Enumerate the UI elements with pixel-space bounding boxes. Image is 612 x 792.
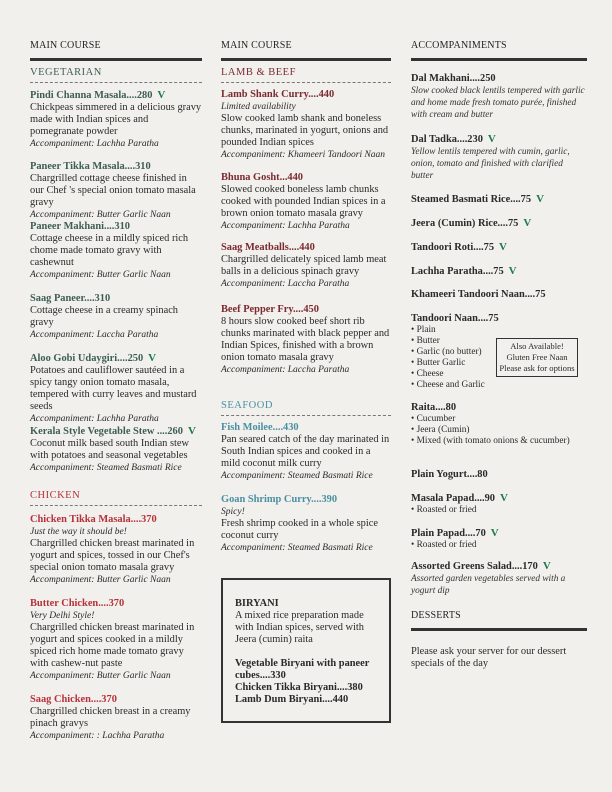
item-description: Chargrilled chicken breast marinated in yogurt and spices cooked in a mildly spiced rich home made tomato gravy with cashew-nut paste <box>30 622 195 669</box>
item-name-price: Lachha Paratha....75 <box>411 266 504 277</box>
section-header-accompaniments: ACCOMPANIMENTS <box>411 40 587 61</box>
item-accompaniment: Accompaniment: Steamed Basmati Rice <box>221 543 373 553</box>
item-description: Yellow lentils tempered with cumin, garlic, onion, tomato and finished with clarified butter <box>411 147 570 181</box>
column-accompaniments <box>411 0 587 792</box>
note-line: Gluten Free Naan <box>506 352 568 362</box>
item-title <box>221 172 391 184</box>
item-accompaniment: Accompaniment: Steamed Basmati Rice <box>30 463 182 473</box>
section-header-main-course: MAIN COURSE <box>221 40 391 61</box>
menu-item-kerala-style-vegetable-stew <box>30 425 202 474</box>
item-accompaniment: Accompaniment: Steamed Basmati Rice <box>221 471 373 481</box>
item-description: Pan seared catch of the day marinated in South Indian spices and cooked in a mild coconut milk curry <box>221 434 390 469</box>
menu-item-dal-tadka <box>411 133 587 182</box>
item-name-price: Tandoori Naan....75 <box>411 313 499 324</box>
subsection-header-seafood: SEAFOOD <box>221 399 391 416</box>
item-description: Chargrilled chicken breast marinated in yogurt and spices, tossed in our Chef's special onion tomato masala gravy <box>30 538 195 573</box>
item-options <box>411 540 587 551</box>
item-tagline: Spicy! <box>221 507 245 517</box>
item-title <box>411 265 587 278</box>
item-accompaniment: Accompaniment: Khameeri Tandoori Naan <box>221 150 386 160</box>
item-title <box>30 598 202 610</box>
item-name-price: Assorted Greens Salad....170 <box>411 561 538 572</box>
item-title <box>30 161 202 173</box>
item-name-price: Tandoori Roti....75 <box>411 242 495 253</box>
vegetarian-icon: V <box>187 425 196 437</box>
item-option: • Jeera (Cumin) <box>411 425 587 436</box>
item-name-price: Masala Papad....90 <box>411 493 495 504</box>
item-accompaniment: Accompaniment: Butter Garlic Naan <box>30 575 171 585</box>
item-name-price: Aloo Gobi Udaygiri....250 <box>30 353 144 364</box>
item-accompaniment: Accompaniment: : Lachha Paratha <box>30 731 165 741</box>
item-tagline: Just the way it should be! <box>30 527 127 537</box>
item-name-price: Khameeri Tandoori Naan....75 <box>411 289 546 300</box>
vegetarian-icon: V <box>148 352 157 364</box>
biryani-item: Vegetable Biryani with paneer cubes....330 <box>235 658 370 681</box>
menu-item-masala-papad <box>411 492 587 516</box>
item-accompaniment: Accompaniment: Lachha Paratha <box>30 139 159 149</box>
menu-item-lachha-paratha <box>411 265 587 278</box>
vegetarian-icon: V <box>157 89 166 101</box>
item-title <box>30 293 202 305</box>
menu-item-dal-makhani <box>411 73 587 121</box>
item-description: Assorted garden vegetables served with a yogurt dip <box>411 574 566 596</box>
item-title <box>221 494 391 506</box>
menu-item-plain-papad <box>411 527 587 551</box>
menu-item-tandoori-roti <box>411 241 587 254</box>
item-option: • Cucumber <box>411 414 587 425</box>
menu-item-saag-chicken <box>30 694 202 742</box>
menu-item-jeera-cumin-rice <box>411 217 587 230</box>
item-name-price: Saag Paneer....310 <box>30 293 111 304</box>
item-name-price: Paneer Makhani....310 <box>30 221 130 232</box>
item-option: • Roasted or fried <box>411 505 587 516</box>
item-option: • Butter <box>411 336 587 347</box>
item-title <box>411 560 587 573</box>
menu-item-saag-meatballs <box>221 242 391 290</box>
item-description: Slow cooked black lentils tempered with garlic and home made fresh tomato purée, finished with cream and butter <box>411 86 585 120</box>
menu-item-tandoori-naan <box>411 313 587 391</box>
item-name-price: Saag Chicken....370 <box>30 694 117 705</box>
item-name-price: Kerala Style Vegetable Stew ....260 <box>30 426 183 437</box>
vegetarian-icon: V <box>536 193 545 205</box>
item-name-price: Raita....80 <box>411 402 457 413</box>
menu-item-bhuna-gosht <box>221 172 391 232</box>
subsection-header-vegetarian: VEGETARIAN <box>30 66 202 83</box>
item-title <box>221 422 391 434</box>
item-title <box>411 73 587 85</box>
item-title <box>411 193 587 206</box>
item-description: Slow cooked lamb shank and boneless chunks, marinated in yogurt, onions and pounded Indian spices <box>221 113 389 148</box>
note-line: Please ask for options <box>499 363 575 373</box>
item-description: Coconut milk based south Indian stew with potatoes and seasonal vegetables <box>30 438 190 461</box>
subsection-header-lamb-beef: LAMB & BEEF <box>221 66 391 83</box>
gluten-free-note-box <box>496 338 578 377</box>
item-title <box>30 425 202 438</box>
menu-item-butter-chicken <box>30 598 202 682</box>
vegetarian-icon: V <box>500 492 508 504</box>
section-header-desserts: DESSERTS <box>411 610 587 631</box>
item-option: • Cheese <box>411 369 587 380</box>
item-title <box>411 133 587 146</box>
item-title <box>30 89 202 102</box>
item-name-price: Plain Papad....70 <box>411 528 486 539</box>
item-name-price: Dal Makhani....250 <box>411 73 496 84</box>
item-option: • Garlic (no butter) <box>411 347 587 358</box>
item-accompaniment: Accompaniment: Laccha Paratha <box>221 365 350 375</box>
item-description: Slowed cooked boneless lamb chunks cooked with pounded Indian spices in a brown onion tomato masala gravy <box>221 184 386 219</box>
item-option: • Plain <box>411 325 587 336</box>
subsection-header-chicken: CHICKEN <box>30 489 202 506</box>
item-name-price: Fish Moilee....430 <box>221 422 299 433</box>
menu-item-beef-pepper-fry <box>221 304 391 376</box>
item-description: Chargrilled cottage cheese finished in our Chef 's special onion tomato masala gravy <box>30 173 196 208</box>
item-title <box>30 694 202 706</box>
item-name-price: Pindi Channa Masala....280 <box>30 90 153 101</box>
item-option: • Roasted or fried <box>411 540 587 551</box>
item-title <box>30 514 202 526</box>
item-accompaniment: Accompaniment: Laccha Paratha <box>221 279 350 289</box>
menu-item-pindi-channa-masala <box>30 89 202 150</box>
menu-item-lamb-shank-curry <box>221 89 391 161</box>
item-title <box>411 492 587 505</box>
menu-item-aloo-gobi-udaygiri <box>30 352 202 425</box>
item-description: Potatoes and cauliflower sautéed in a spicy tangy onion tomato masala, tempered with curry leaves and mustard seeds <box>30 365 197 412</box>
vegetarian-icon: V <box>508 265 517 277</box>
item-title <box>411 469 587 481</box>
menu-item-paneer-tikka-masala <box>30 161 202 221</box>
item-accompaniment: Accompaniment: Butter Garlic Naan <box>30 671 171 681</box>
item-description: Chickpeas simmered in a delicious gravy made with Indian spices and pomegranate powder <box>30 102 202 137</box>
item-name-price: Beef Pepper Fry....450 <box>221 304 319 315</box>
menu-item-fish-moilee <box>221 422 391 482</box>
item-description: Chargrilled chicken breast in a creamy pinach gravys <box>30 706 191 729</box>
item-description: 8 hours slow cooked beef short rib chunks marinated with black pepper and Indian Spices, finished with a brown onion tomato masala gravy <box>221 316 390 363</box>
item-title <box>411 289 587 301</box>
item-title <box>411 241 587 254</box>
item-tagline: Limited availability <box>221 102 296 112</box>
item-name-price: Dal Tadka....230 <box>411 134 483 145</box>
vegetarian-icon: V <box>542 560 551 572</box>
vegetarian-icon: V <box>523 217 532 229</box>
item-name-price: Paneer Tikka Masala....310 <box>30 161 151 172</box>
item-option: • Mixed (with tomato onions & cucumber) <box>411 436 587 447</box>
item-accompaniment: Accompaniment: Butter Garlic Naan <box>30 270 171 280</box>
item-title <box>411 402 587 414</box>
item-name-price: Plain Yogurt....80 <box>411 469 488 480</box>
vegetarian-icon: V <box>487 133 496 145</box>
biryani-title: BIRYANI <box>235 598 279 609</box>
item-description: Fresh shrimp cooked in a whole spice coconut curry <box>221 518 378 541</box>
biryani-item: Lamb Dum Biryani....440 <box>235 694 349 705</box>
biryani-item: Chicken Tikka Biryani....380 <box>235 682 363 693</box>
vegetarian-icon: V <box>499 241 507 253</box>
menu-item-khameeri-tandoori-naan <box>411 289 587 301</box>
item-accompaniment: Accompaniment: Laccha Paratha <box>30 330 159 340</box>
note-line: Also Available! <box>510 341 564 351</box>
item-name-price: Steamed Basmati Rice....75 <box>411 194 532 205</box>
biryani-box <box>221 578 391 723</box>
menu-item-plain-yogurt <box>411 469 587 481</box>
menu-item-saag-paneer <box>30 293 202 341</box>
item-option: • Butter Garlic <box>411 358 587 369</box>
biryani-description: A mixed rice preparation made with Indian spices, served with Jeera (cumin) raita <box>235 610 364 645</box>
menu-item-goan-shrimp-curry <box>221 494 391 554</box>
item-options <box>411 414 587 447</box>
menu-item-steamed-basmati-rice <box>411 193 587 206</box>
vegetarian-icon: V <box>490 527 499 539</box>
item-title <box>221 242 391 254</box>
item-name-price: Lamb Shank Curry....440 <box>221 89 335 100</box>
item-option: • Cheese and Garlic <box>411 380 587 391</box>
item-name-price: Chicken Tikka Masala....370 <box>30 514 157 525</box>
item-title <box>411 313 587 325</box>
menu-item-paneer-makhani <box>30 221 202 281</box>
menu-item-assorted-greens-salad <box>411 560 587 597</box>
item-title <box>411 527 587 540</box>
section-header-main-course: MAIN COURSE <box>30 40 202 61</box>
item-title <box>221 89 391 101</box>
item-title <box>411 217 587 230</box>
item-options <box>411 505 587 516</box>
menu-item-raita <box>411 402 587 447</box>
item-accompaniment: Accompaniment: Lachha Paratha <box>30 414 159 424</box>
item-name-price: Goan Shrimp Curry....390 <box>221 494 338 505</box>
item-tagline: Very Delhi Style! <box>30 611 95 621</box>
column-main-course-2 <box>221 0 391 792</box>
item-title <box>30 352 202 365</box>
item-name-price: Jeera (Cumin) Rice....75 <box>411 218 519 229</box>
dessert-note: Please ask your server for our dessert specials of the day <box>411 646 567 669</box>
item-name-price: Bhuna Gosht...440 <box>221 172 303 183</box>
item-name-price: Butter Chicken....370 <box>30 598 125 609</box>
item-description: Cottage cheese in a mildly spiced rich chome made tomato gravy with cashewnut <box>30 233 189 268</box>
item-description: Cottage cheese in a creamy spinach gravy <box>30 305 179 328</box>
item-accompaniment: Accompaniment: Butter Garlic Naan <box>30 210 171 220</box>
item-title <box>30 221 202 233</box>
column-main-course-1 <box>30 0 202 792</box>
item-description: Chargrilled delicately spiced lamb meat balls in a delicious spinach gravy <box>221 254 387 277</box>
menu-item-chicken-tikka-masala <box>30 514 202 586</box>
item-name-price: Saag Meatballs....440 <box>221 242 315 253</box>
item-title <box>221 304 391 316</box>
item-accompaniment: Accompaniment: Lachha Paratha <box>221 221 350 231</box>
